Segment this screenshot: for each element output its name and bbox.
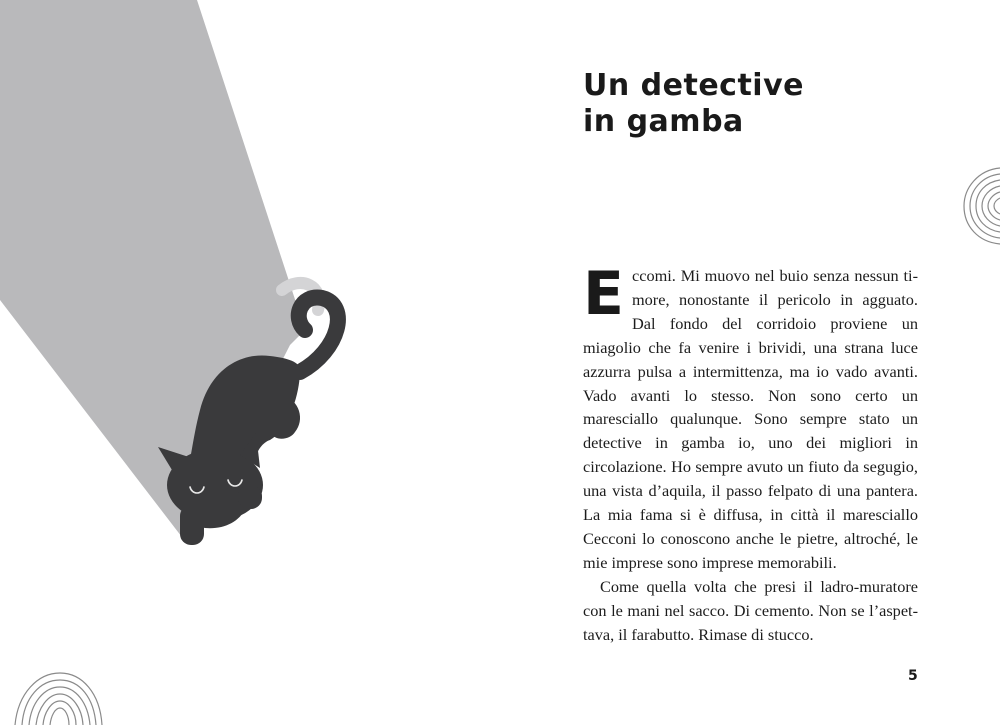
paragraph-1 <box>583 259 918 575</box>
chapter-title-line-1: Un detective <box>583 68 804 103</box>
paragraph-1-text: ccomi. Mi muovo nel buio senza nessun timore, nonostante il pericolo in agguato. Dal fondo del corridoio proviene un miagolio che fa venire i brividi, una strana luce azzurra pulsa a intermittenza, ma io vado avanti. Vado avanti lo stesso. Non sono certo un maresciallo qualunque. Sono sempre stato un detective in gamba io, uno dei migliori in circolazione. Ho sempre avuto un fiuto da segugio, una vista d’aquila, il passo felpato di una pantera. La mia fama si è diffusa, in città il maresciallo Cecconi lo conoscono anche le pietre, altroché, le mie imprese sono imprese memorabili. <box>583 266 918 572</box>
chapter-title-line-2: in gamba <box>583 104 744 139</box>
fingerprint-icon <box>10 668 105 725</box>
chapter-title <box>583 68 804 140</box>
drop-cap: E <box>583 259 624 329</box>
page-number: 5 <box>908 668 918 684</box>
chapter-body <box>583 259 918 647</box>
paragraph-2: Come quella volta che presi il ladro-muratore con le mani nel sacco. Di cemento. Non se l’aspettava, il farabutto. Rimase di stucco. <box>583 576 918 644</box>
fingerprint-icon <box>960 160 1000 250</box>
